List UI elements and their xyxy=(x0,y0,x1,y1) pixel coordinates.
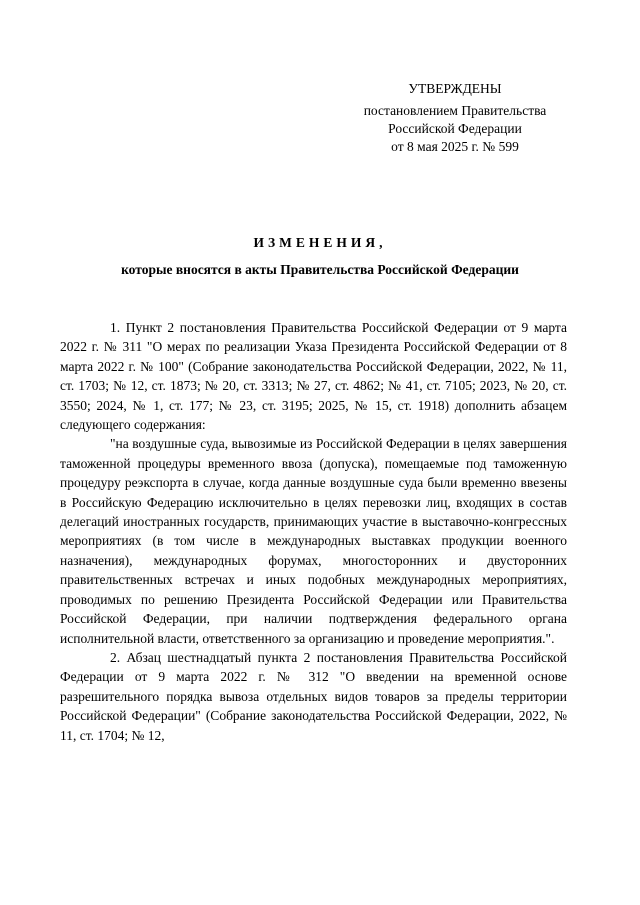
paragraph-1: 1. Пункт 2 постановления Правительства Российской Федерации от 9 марта 2022 г. № 311 "О мерах по реализации Указа Президента Российской Федерации от 8 марта 2022 г. № 100" (Собрание законодательства Российской Федерации, 2022, № 11, ст. 1703; № 12, ст. 1873; № 20, ст. 3313; № 27, ст. 4862; № 41, ст. 7105; 2023, № 20, ст. 3550; 2024, № 1, ст. 177; № 23, ст. 3195; 2025, № 15, ст. 1918) дополнить абзацем следующего содержания: xyxy=(60,320,567,433)
approval-heading: УТВЕРЖДЕНЫ xyxy=(408,81,502,96)
approval-line: постановлением Правительства xyxy=(363,103,547,118)
paragraph-quote: "на воздушные суда, вывозимые из Российской Федерации в целях завершения таможенной процедуры временного ввоза (допуска), помещаемые под таможенную процедуру реэкспорта в случае, когда данные воздушные суда были временно ввезены в Российскую Федерацию исключительно в целях перевозки лиц, входящих в состав делегаций иностранных государств, принимающих участие в выставочно-конгрессных мероприятиях (в том числе в международных выставках продукции военного назначения), международных форумах, многосторонних и двусторонних правительственных встречах и иных подобных международных мероприятиях, проводимых по решению Президента Российской Федерации или Правительства Российской Федерации, при наличии подтверждения федерального органа исполнительной власти, ответственного за организацию и проведение мероприятия.". xyxy=(60,436,567,646)
paragraph-2: 2. Абзац шестнадцатый пункта 2 постановления Правительства Российской Федерации от 9 марта 2022 г. № 312 "О введении на временной основе разрешительного порядка вывоза отдельных видов товаров за пределы территории Российской Федерации" (Собрание законодательства Российской Федерации, 2022, № 11, ст. 1704; № 12, xyxy=(60,649,567,743)
approval-line: Российской Федерации xyxy=(388,121,522,136)
approval-line: от 8 мая 2025 г. № 599 xyxy=(391,139,519,154)
document-body xyxy=(60,318,567,745)
document-title: ИЗМЕНЕНИЯ, xyxy=(253,235,387,250)
document-subtitle: которые вносятся в акты Правительства Российской Федерации xyxy=(121,262,519,277)
approval-block xyxy=(340,80,570,156)
